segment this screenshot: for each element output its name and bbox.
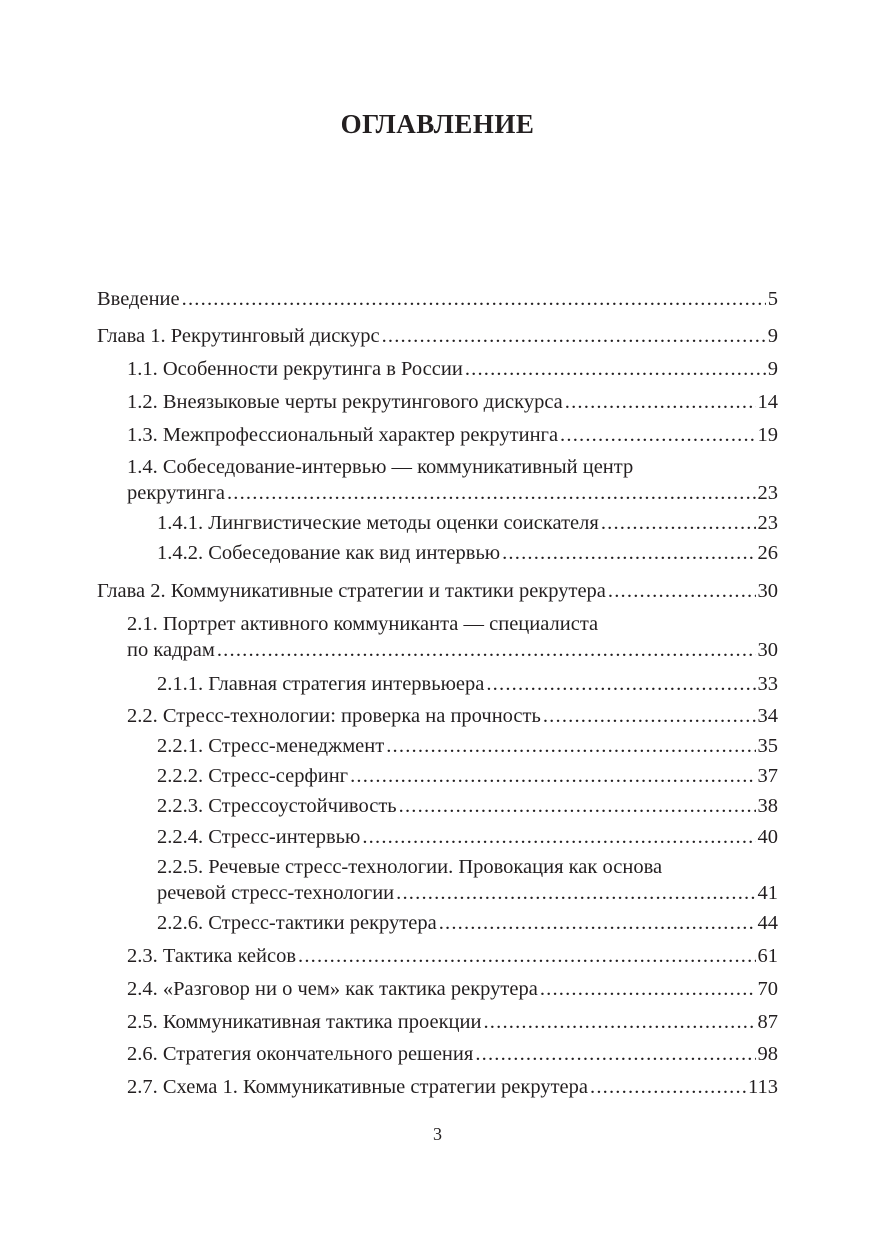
toc-entry[interactable] [127,389,778,415]
toc-entry[interactable] [157,910,778,936]
toc-entry-page: 61 [757,945,778,967]
toc-entry[interactable] [157,793,778,819]
toc-entry[interactable] [157,854,778,906]
toc-entry-page: 113 [748,1076,778,1098]
toc-entry-page: 44 [757,912,778,934]
toc-entry[interactable] [127,1074,778,1100]
toc-entry-label: 2.1.1. Главная стратегия интервьюера [157,673,485,695]
toc-entry-label: 1.4.2. Собеседование как вид интервью [157,542,501,564]
toc-entry-label: 1.1. Особенности рекрутинга в России [127,358,463,380]
page-number: 3 [433,1124,442,1144]
toc-entry-label: Введение [97,288,180,310]
toc-entry-label: 1.2. Внеязыковые черты рекрутингового дискурса [127,391,563,413]
toc-entry-page: 23 [757,482,778,504]
toc-entry-label: 1.4.1. Лингвистические методы оценки соискателя [157,512,599,534]
toc-entry[interactable] [157,763,778,789]
toc-entry[interactable] [127,1009,778,1035]
toc-entry-label: 2.2.4. Стресс-интервью [157,826,361,848]
toc-entry-label: 2.2.1. Стресс-менеджмент [157,735,385,757]
toc-entry[interactable] [127,943,778,969]
toc-entry-first-line: 1.4. Собеседование-интервью — коммуникативный центр [127,456,634,478]
toc-entry[interactable] [157,510,778,536]
toc-entry-page: 70 [757,978,778,1000]
toc-entry-page: 9 [767,325,778,347]
toc-entry-label: Глава 2. Коммуникативные стратегии и тактики рекрутера [97,580,606,602]
toc-entry-label: 2.3. Тактика кейсов [127,945,297,967]
toc-entry-page: 30 [757,580,778,602]
toc-entry-label: 2.6. Стратегия окончательного решения [127,1043,474,1065]
toc-entry-label: 2.2. Стресс-технологии: проверка на прочность [127,705,541,727]
toc-entry[interactable] [157,733,778,759]
toc-entry-page: 37 [757,765,778,787]
toc-entry[interactable] [127,422,778,448]
toc-entry-label: по кадрам [127,639,215,661]
toc-entry-page: 14 [757,391,778,413]
toc-entry-first-line: 2.1. Портрет активного коммуниканта — специалиста [127,613,599,635]
toc-entry-page: 9 [767,358,778,380]
toc-entry-page: 33 [757,673,778,695]
toc-entry-page: 87 [757,1011,778,1033]
toc-entry-page: 34 [757,705,778,727]
toc-entry[interactable] [97,286,778,312]
toc-entry[interactable] [97,323,778,349]
toc-entry[interactable] [157,671,778,697]
toc-entry-label: рекрутинга [127,482,225,504]
toc-entry[interactable] [127,703,778,729]
toc-entry-label: 2.5. Коммуникативная тактика проекции [127,1011,482,1033]
toc-entry[interactable] [127,611,778,663]
toc-entry[interactable] [127,356,778,382]
toc-entry-label: 1.3. Межпрофессиональный характер рекрутинга [127,424,559,446]
toc-entry-page: 98 [757,1043,778,1065]
toc-entry-page: 35 [757,735,778,757]
toc-entry-page: 38 [757,795,778,817]
toc-entry[interactable] [127,1041,778,1067]
toc-entry-label: 2.2.2. Стресс-серфинг [157,765,349,787]
toc-entry[interactable] [127,454,778,506]
toc-entry[interactable] [157,824,778,850]
toc-entry-label: 2.4. «Разговор ни о чем» как тактика рекрутера [127,978,538,1000]
toc-entry-page: 19 [757,424,778,446]
toc-entry-page: 30 [757,639,778,661]
toc-entry-label: речевой стресс-технологии [157,882,395,904]
toc-entry-page: 5 [767,288,778,310]
toc-entry-page: 23 [757,512,778,534]
toc-entry-page: 26 [757,542,778,564]
toc-entry-page: 40 [757,826,778,848]
toc-entry-page: 41 [757,882,778,904]
toc-entry-label: 2.7. Схема 1. Коммуникативные стратегии рекрутера [127,1076,588,1098]
toc-entry-first-line: 2.2.5. Речевые стресс-технологии. Провокация как основа [157,856,663,878]
page-title: ОГЛАВЛЕНИЕ [340,109,535,139]
toc-entry[interactable] [97,578,778,604]
toc-entry[interactable] [127,976,778,1002]
toc-entry-label: 2.2.6. Стресс-тактики рекрутера [157,912,437,934]
toc-entry-label: 2.2.3. Стрессоустойчивость [157,795,397,817]
toc-entry[interactable] [157,540,778,566]
toc-entry-label: Глава 1. Рекрутинговый дискурс [97,325,380,347]
